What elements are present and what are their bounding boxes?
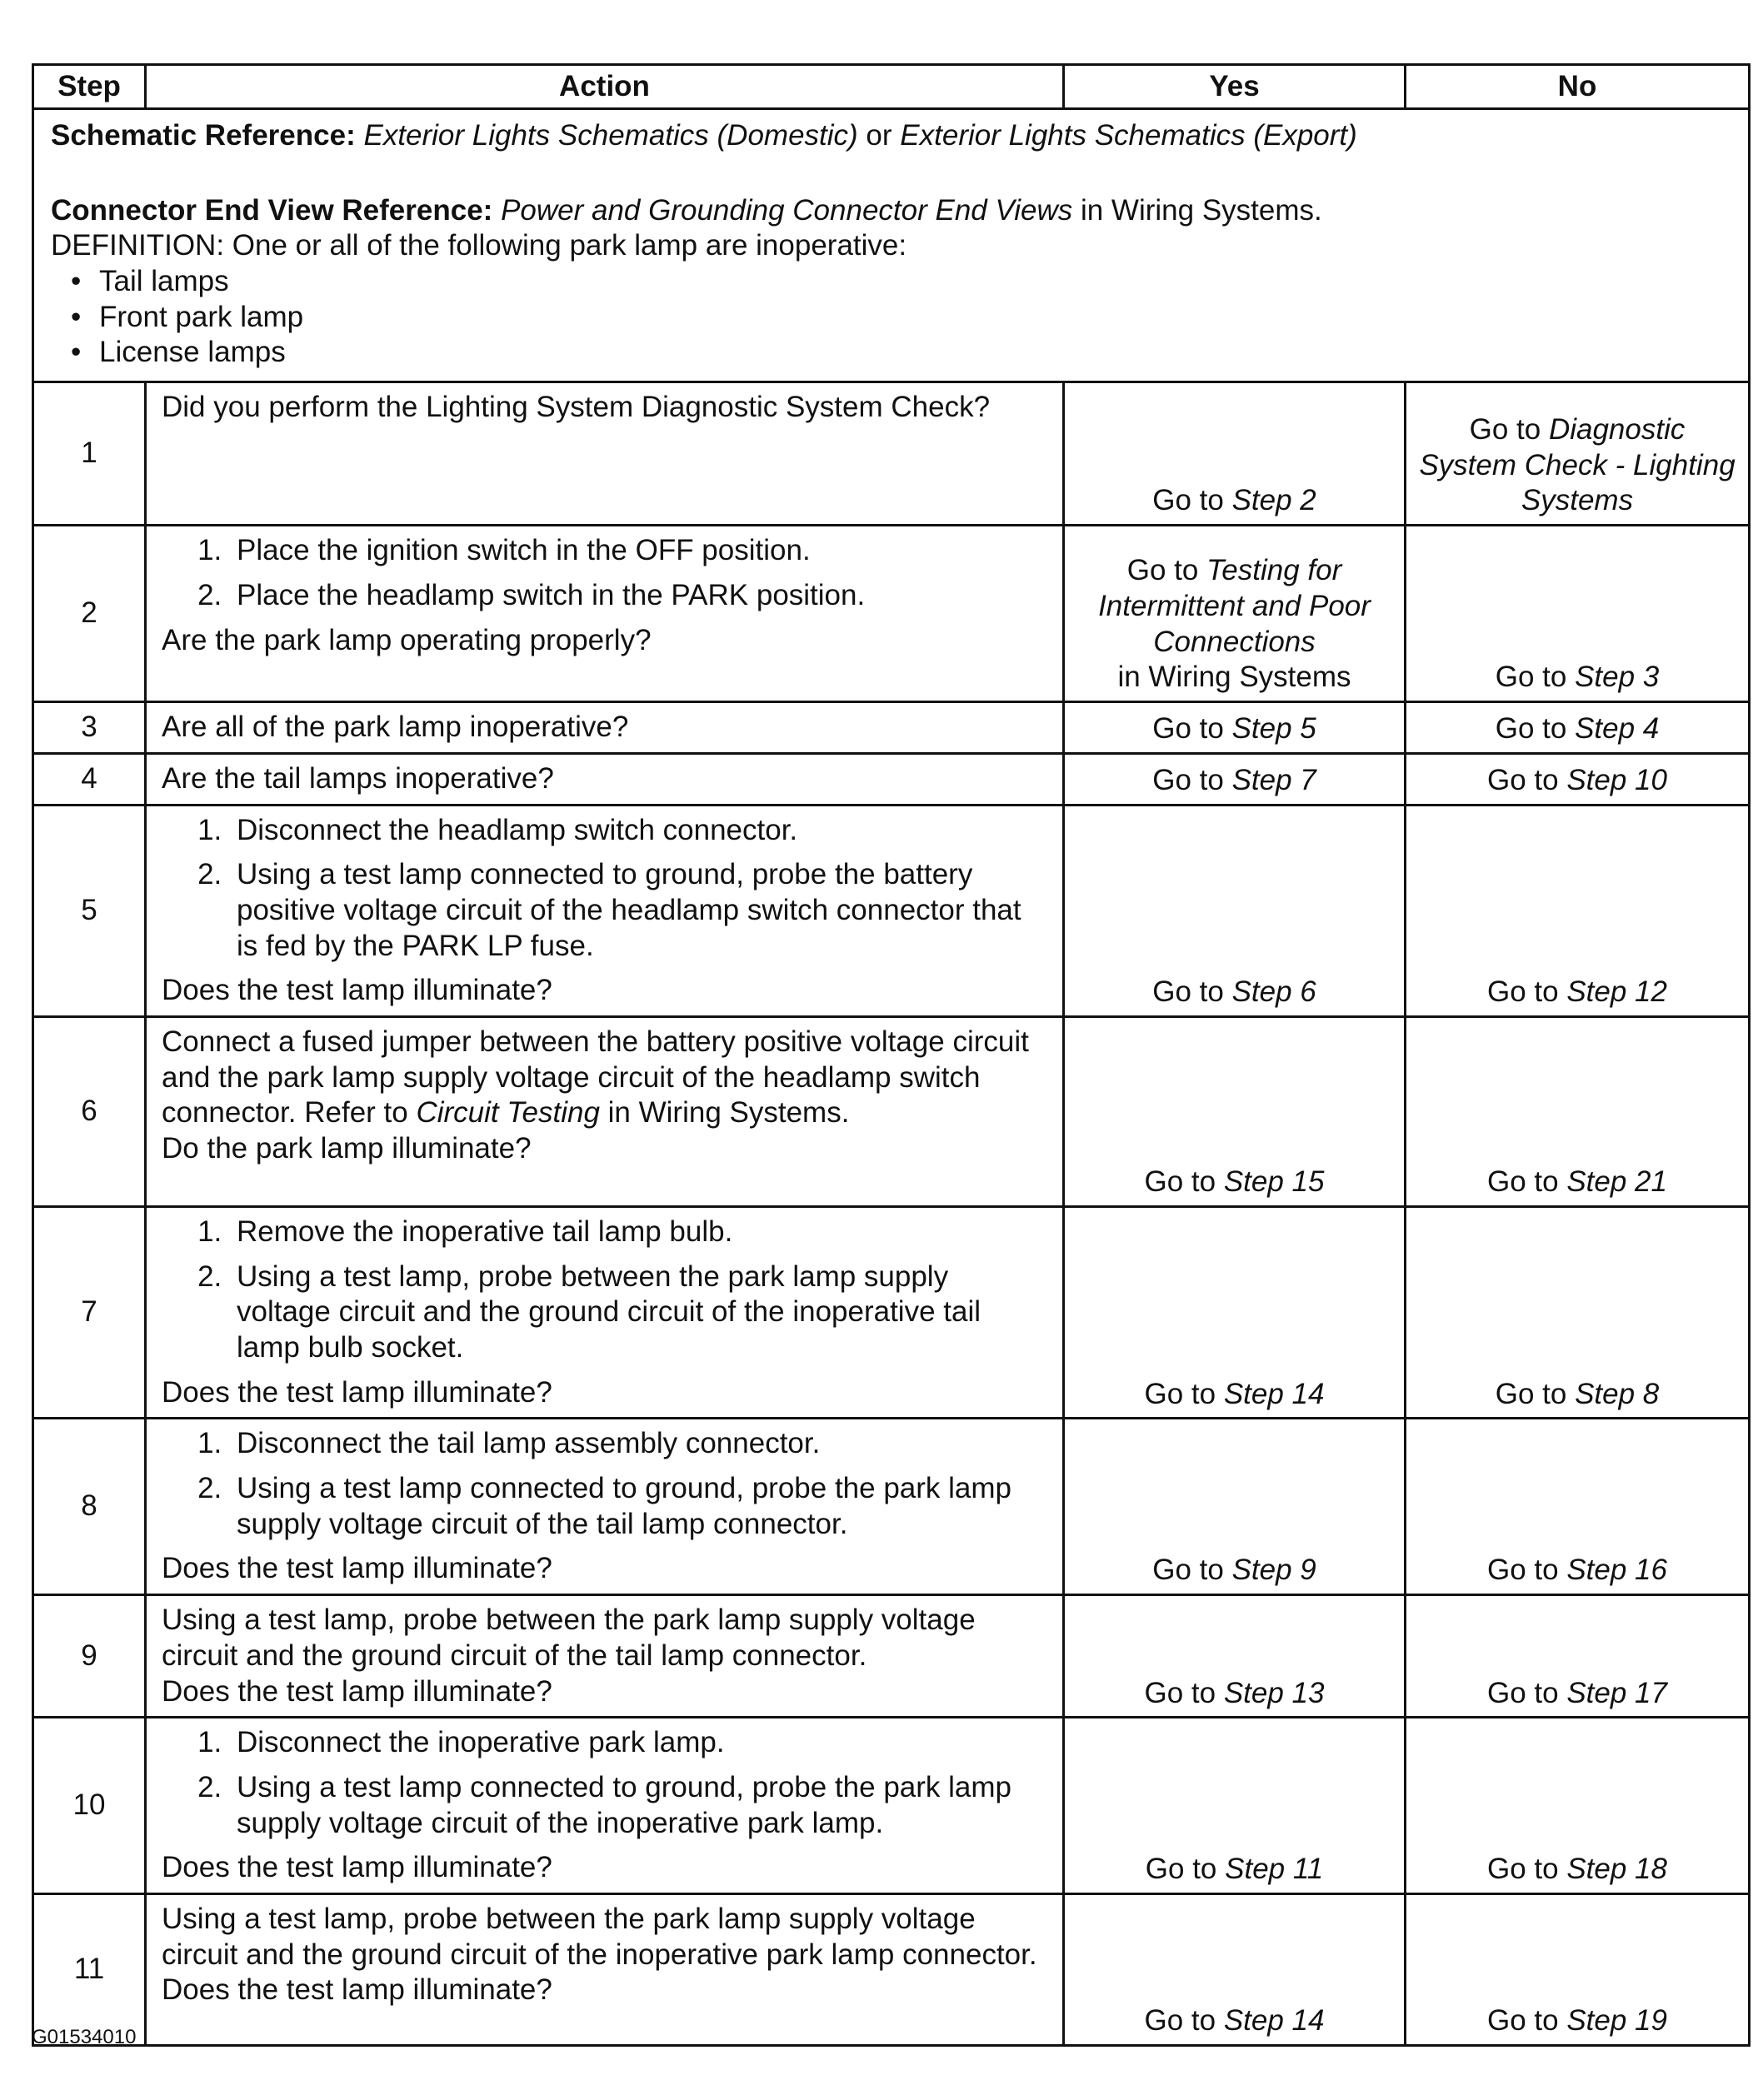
no-goto-text: Go to [1469,413,1549,446]
yes-result [1065,483,1404,519]
action-step-item: 1. Remove the inoperative tail lamp bulb. [230,1215,1047,1250]
action-instruction [162,1902,1047,1973]
no-goto-link: Step 17 [1566,1676,1667,1709]
no-cell [1406,1016,1750,1206]
definition-item: • Front park lamp [99,300,1731,336]
instruction-link: Circuit Testing [416,1096,600,1130]
header-no: No [1406,65,1750,109]
step-number: 1 [33,382,146,526]
no-goto-link: Step 16 [1566,1554,1667,1587]
reference-cell [33,109,1750,382]
yes-result [1065,1852,1404,1888]
table-row [33,1595,1750,1718]
no-result [1406,1676,1748,1712]
yes-result [1065,763,1404,799]
action-steps-list [162,1725,1047,1841]
action-instruction [162,1603,1047,1674]
action-step-item: 2. Using a test lamp connected to ground, probe the park lamp supply voltage circuit of the tail lamp connector. [230,1471,1047,1542]
no-result [1406,412,1748,519]
definition-item: • License lamps [99,335,1731,371]
action-step-item: 2. Using a test lamp, probe between the park lamp supply voltage circuit and the ground circuit of the inoperative tail lamp bulb socket. [230,1260,1047,1366]
schematic-label: Schematic Reference: [51,119,356,152]
action-question: Do the park lamp illuminate? [162,1132,532,1165]
yes-goto-text: Go to [1152,975,1232,1009]
action-cell [146,753,1064,805]
no-goto-text: Go to [1487,1554,1567,1587]
action-question: Did you perform the Lighting System Diagnostic System Check? [162,391,991,424]
yes-goto-text: Go to [1145,1853,1226,1886]
action-question: Does the test lamp illuminate? [162,1375,552,1409]
yes-goto-text: Go to [1144,1676,1224,1709]
yes-cell [1064,1718,1406,1894]
yes-goto-link: Step 7 [1231,763,1316,796]
yes-goto-link: Step 14 [1223,2004,1325,2038]
action-cell [146,1718,1064,1894]
table-row [33,753,1750,805]
yes-goto-link: Step 2 [1231,484,1316,517]
yes-goto-link: Step 14 [1223,1377,1325,1410]
no-goto-link: Step 10 [1566,763,1667,796]
yes-result [1065,711,1404,747]
table-row [33,1419,1750,1595]
no-result [1406,711,1748,747]
yes-goto-link: Testing for Intermittent and Poor Connections [1098,554,1371,658]
step-number: 4 [33,753,146,805]
action-cell [146,382,1064,526]
action-steps-list [162,533,1047,613]
instruction-text-end: in Wiring Systems. [599,1096,850,1130]
yes-goto-link: Step 11 [1225,1853,1324,1886]
reference-row [33,109,1750,382]
yes-goto-text: Go to [1144,2004,1224,2038]
spacer [51,154,1731,193]
action-cell [146,702,1064,754]
step-number: 9 [33,1595,146,1718]
yes-goto-text: Go to [1144,1377,1224,1410]
no-goto-text: Go to [1487,975,1567,1009]
yes-result [1065,975,1404,1010]
action-step-item: 1. Place the ignition switch in the OFF position. [230,533,1047,569]
diagnostic-table [32,63,1751,2047]
no-cell [1406,1206,1750,1418]
instruction-text: Using a test lamp, probe between the park lamp supply voltage circuit and the ground circuit of the inoperative park lamp connector. [162,1902,1037,1971]
action-question: Are the park lamp operating properly? [162,623,652,656]
action-instruction [162,1025,1047,1131]
figure-id: G01534010 [32,2026,137,2048]
yes-goto-suffix: in Wiring Systems [1117,661,1351,694]
no-result [1406,1852,1748,1888]
action-step-item: 1. Disconnect the tail lamp assembly connector. [230,1426,1047,1462]
yes-cell [1064,1419,1406,1595]
yes-result [1065,1165,1404,1200]
no-result [1406,1377,1748,1413]
no-goto-link: Diagnostic System Check - Lighting Systems [1419,413,1736,517]
no-cell [1406,1893,1750,2045]
step-number: 8 [33,1419,146,1595]
yes-result [1065,553,1404,696]
yes-cell [1064,753,1406,805]
action-steps-list [162,1426,1047,1542]
no-result [1406,1165,1748,1200]
no-cell [1406,526,1750,702]
yes-result [1065,1553,1404,1589]
definition-item: • Tail lamps [99,264,1731,300]
step-number: 7 [33,1206,146,1418]
table-row [33,1718,1750,1894]
yes-goto-text: Go to [1152,484,1232,517]
yes-cell [1064,526,1406,702]
yes-cell [1064,1893,1406,2045]
header-action: Action [146,65,1064,109]
instruction-text: Using a test lamp, probe between the park lamp supply voltage circuit and the ground circuit of the tail lamp connector. [162,1604,976,1672]
action-cell [146,1893,1064,2045]
header-step: Step [33,65,146,109]
action-cell [146,1595,1064,1718]
no-goto-text: Go to [1487,763,1567,796]
no-goto-link: Step 21 [1566,1165,1667,1199]
table-row [33,1206,1750,1418]
no-goto-link: Step 12 [1566,975,1667,1009]
table-row [33,382,1750,526]
yes-cell [1064,1016,1406,1206]
step-number: 10 [33,1718,146,1894]
action-question: Are all of the park lamp inoperative? [162,711,629,744]
no-goto-text: Go to [1487,1676,1567,1709]
action-question: Does the test lamp illuminate? [162,1674,552,1708]
action-cell [146,1016,1064,1206]
yes-cell [1064,1595,1406,1718]
connector-label: Connector End View Reference: [51,193,493,227]
table-row [33,1016,1750,1206]
yes-goto-link: Step 6 [1231,975,1316,1009]
step-number: 11 [33,1893,146,2045]
yes-goto-link: Step 13 [1223,1676,1325,1709]
no-goto-text: Go to [1495,1377,1576,1410]
yes-goto-text: Go to [1152,763,1232,796]
yes-result [1065,1377,1404,1413]
step-number: 3 [33,702,146,754]
action-question: Does the test lamp illuminate? [162,1851,552,1884]
action-step-item: 2. Using a test lamp connected to ground, probe the battery positive voltage circuit of the headlamp switch connector that is fed by the PARK LP fuse. [230,857,1047,964]
no-cell [1406,1595,1750,1718]
definition-text: DEFINITION: One or all of the following park lamp are inoperative: [51,229,907,262]
yes-goto-link: Step 15 [1223,1165,1325,1199]
no-goto-text: Go to [1487,2004,1567,2038]
step-number: 5 [33,805,146,1016]
instruction-text: Connect a fused jumper between the battery positive voltage circuit and the park lamp supply voltage circuit of the headlamp switch connector. Refer to [162,1025,1029,1130]
no-goto-text: Go to [1487,1165,1567,1199]
action-question: Does the test lamp illuminate? [162,1973,552,2007]
yes-cell [1064,805,1406,1016]
action-cell [146,1419,1064,1595]
action-steps-list [162,1215,1047,1366]
table-row [33,526,1750,702]
header-yes: Yes [1064,65,1406,109]
no-goto-text: Go to [1487,1853,1567,1886]
action-step-item: 1. Disconnect the inoperative park lamp. [230,1725,1047,1761]
header-row [33,65,1750,109]
action-cell [146,1206,1064,1418]
schematic-reference [51,118,1731,154]
yes-goto-text: Go to [1126,554,1207,587]
schematic-link-domestic: Exterior Lights Schematics (Domestic) [363,119,858,152]
no-goto-link: Step 18 [1566,1853,1667,1886]
no-cell [1406,1718,1750,1894]
table-row [33,805,1750,1016]
no-result [1406,763,1748,799]
no-cell [1406,382,1750,526]
yes-goto-link: Step 9 [1231,1554,1316,1587]
yes-goto-link: Step 5 [1231,712,1316,746]
yes-cell [1064,1206,1406,1418]
action-cell [146,526,1064,702]
action-step-item: 1. Disconnect the headlamp switch connector. [230,813,1047,849]
table-row [33,702,1750,754]
connector-reference [51,193,1731,229]
no-cell [1406,702,1750,754]
step-number: 6 [33,1016,146,1206]
no-result [1406,1553,1748,1589]
action-question: Does the test lamp illuminate? [162,974,552,1007]
no-result [1406,975,1748,1010]
no-result [1406,2003,1748,2039]
definition-list [51,264,1731,371]
no-goto-text: Go to [1495,712,1576,746]
schematic-or: or [857,119,901,152]
action-cell [146,805,1064,1016]
action-step-item: 2. Using a test lamp connected to ground, probe the park lamp supply voltage circuit of the inoperative park lamp. [230,1770,1047,1841]
connector-rest: in Wiring Systems. [1072,193,1322,227]
action-question: Does the test lamp illuminate? [162,1552,552,1585]
table-row [33,1893,1750,2045]
yes-result [1065,2003,1404,2039]
action-step-item: 2. Place the headlamp switch in the PARK position. [230,578,1047,614]
no-result [1406,660,1748,696]
no-goto-text: Go to [1495,661,1576,694]
no-goto-link: Step 19 [1566,2004,1667,2038]
no-goto-link: Step 3 [1575,661,1660,694]
no-cell [1406,805,1750,1016]
no-goto-link: Step 4 [1575,712,1660,746]
no-cell [1406,1419,1750,1595]
yes-cell [1064,702,1406,754]
no-goto-link: Step 8 [1575,1377,1660,1410]
no-cell [1406,753,1750,805]
schematic-link-export: Exterior Lights Schematics (Export) [900,119,1357,152]
step-number: 2 [33,526,146,702]
yes-cell [1064,382,1406,526]
yes-goto-text: Go to [1152,712,1232,746]
yes-goto-text: Go to [1144,1165,1224,1199]
yes-result [1065,1676,1404,1712]
action-question: Are the tail lamps inoperative? [162,761,554,795]
yes-goto-text: Go to [1152,1554,1232,1587]
connector-link: Power and Grounding Connector End Views [501,193,1073,227]
action-steps-list [162,813,1047,965]
